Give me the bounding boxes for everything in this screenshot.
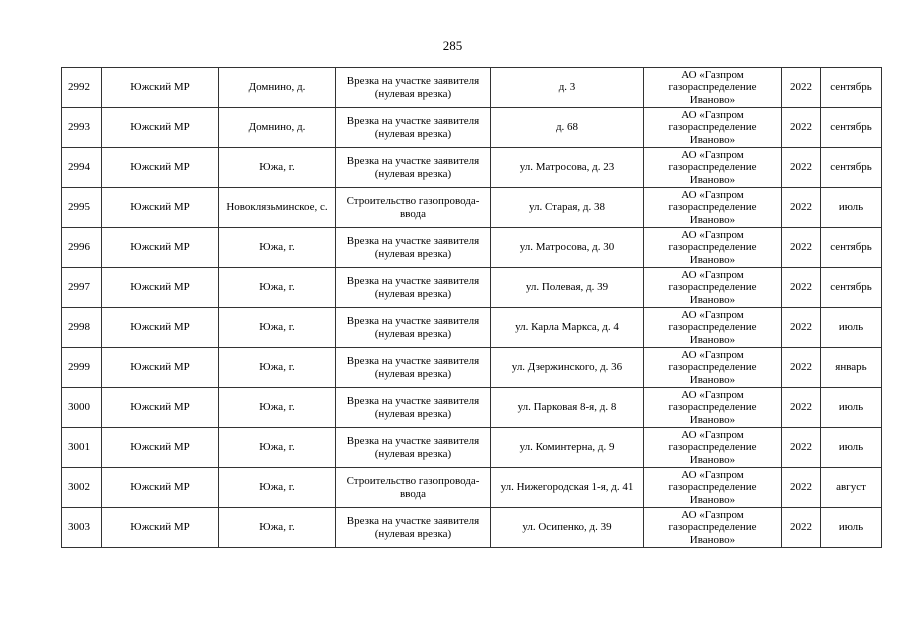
cell-work-type: Врезка на участке заявителя (нулевая врезка) <box>336 348 491 388</box>
gasification-table <box>61 67 882 548</box>
cell-address: ул. Матросова, д. 30 <box>491 228 644 268</box>
cell-month: январь <box>821 348 882 388</box>
cell-work-type: Врезка на участке заявителя (нулевая врезка) <box>336 68 491 108</box>
cell-locality: Южа, г. <box>219 348 336 388</box>
cell-work-type: Врезка на участке заявителя (нулевая врезка) <box>336 308 491 348</box>
cell-month: сентябрь <box>821 148 882 188</box>
cell-district: Южский МР <box>102 228 219 268</box>
table-row <box>62 228 882 268</box>
cell-work-type: Врезка на участке заявителя (нулевая врезка) <box>336 148 491 188</box>
cell-organization: АО «Газпром газораспределение Иваново» <box>644 468 782 508</box>
cell-work-type: Врезка на участке заявителя (нулевая врезка) <box>336 428 491 468</box>
cell-month: июль <box>821 508 882 548</box>
cell-number: 3001 <box>62 428 102 468</box>
cell-district: Южский МР <box>102 508 219 548</box>
cell-year: 2022 <box>782 68 821 108</box>
cell-year: 2022 <box>782 428 821 468</box>
cell-locality: Южа, г. <box>219 308 336 348</box>
table-row <box>62 188 882 228</box>
cell-year: 2022 <box>782 268 821 308</box>
cell-address: ул. Карла Маркса, д. 4 <box>491 308 644 348</box>
cell-number: 2995 <box>62 188 102 228</box>
cell-address: ул. Дзержинского, д. 36 <box>491 348 644 388</box>
cell-year: 2022 <box>782 308 821 348</box>
cell-year: 2022 <box>782 148 821 188</box>
cell-year: 2022 <box>782 188 821 228</box>
table-row <box>62 308 882 348</box>
table-row <box>62 268 882 308</box>
cell-number: 3003 <box>62 508 102 548</box>
cell-district: Южский МР <box>102 148 219 188</box>
cell-year: 2022 <box>782 388 821 428</box>
cell-work-type: Врезка на участке заявителя (нулевая врезка) <box>336 108 491 148</box>
cell-district: Южский МР <box>102 268 219 308</box>
cell-address: ул. Полевая, д. 39 <box>491 268 644 308</box>
table-row <box>62 348 882 388</box>
cell-locality: Южа, г. <box>219 508 336 548</box>
cell-locality: Новоклязьминское, с. <box>219 188 336 228</box>
cell-district: Южский МР <box>102 468 219 508</box>
cell-work-type: Строительство газопровода-ввода <box>336 468 491 508</box>
cell-number: 2997 <box>62 268 102 308</box>
cell-number: 2994 <box>62 148 102 188</box>
cell-locality: Южа, г. <box>219 428 336 468</box>
cell-number: 2998 <box>62 308 102 348</box>
cell-organization: АО «Газпром газораспределение Иваново» <box>644 68 782 108</box>
cell-address: д. 68 <box>491 108 644 148</box>
cell-year: 2022 <box>782 468 821 508</box>
cell-address: ул. Матросова, д. 23 <box>491 148 644 188</box>
cell-number: 2993 <box>62 108 102 148</box>
cell-year: 2022 <box>782 508 821 548</box>
cell-district: Южский МР <box>102 428 219 468</box>
cell-number: 2999 <box>62 348 102 388</box>
cell-organization: АО «Газпром газораспределение Иваново» <box>644 188 782 228</box>
cell-district: Южский МР <box>102 388 219 428</box>
cell-address: ул. Нижегородская 1-я, д. 41 <box>491 468 644 508</box>
cell-organization: АО «Газпром газораспределение Иваново» <box>644 428 782 468</box>
table-row <box>62 428 882 468</box>
cell-locality: Южа, г. <box>219 388 336 428</box>
cell-district: Южский МР <box>102 308 219 348</box>
cell-month: сентябрь <box>821 228 882 268</box>
cell-work-type: Врезка на участке заявителя (нулевая врезка) <box>336 508 491 548</box>
cell-month: сентябрь <box>821 108 882 148</box>
cell-month: август <box>821 468 882 508</box>
cell-month: июль <box>821 308 882 348</box>
cell-locality: Южа, г. <box>219 228 336 268</box>
cell-work-type: Строительство газопровода-ввода <box>336 188 491 228</box>
table-row <box>62 108 882 148</box>
cell-organization: АО «Газпром газораспределение Иваново» <box>644 348 782 388</box>
cell-locality: Южа, г. <box>219 468 336 508</box>
cell-number: 2996 <box>62 228 102 268</box>
table-row <box>62 468 882 508</box>
cell-address: д. 3 <box>491 68 644 108</box>
cell-work-type: Врезка на участке заявителя (нулевая врезка) <box>336 228 491 268</box>
cell-number: 3000 <box>62 388 102 428</box>
cell-organization: АО «Газпром газораспределение Иваново» <box>644 228 782 268</box>
cell-number: 3002 <box>62 468 102 508</box>
cell-address: ул. Парковая 8-я, д. 8 <box>491 388 644 428</box>
cell-year: 2022 <box>782 348 821 388</box>
table-row <box>62 148 882 188</box>
cell-month: сентябрь <box>821 268 882 308</box>
cell-address: ул. Старая, д. 38 <box>491 188 644 228</box>
cell-address: ул. Коминтерна, д. 9 <box>491 428 644 468</box>
cell-month: июль <box>821 428 882 468</box>
cell-district: Южский МР <box>102 68 219 108</box>
cell-work-type: Врезка на участке заявителя (нулевая врезка) <box>336 268 491 308</box>
cell-address: ул. Осипенко, д. 39 <box>491 508 644 548</box>
cell-locality: Южа, г. <box>219 148 336 188</box>
cell-locality: Домнино, д. <box>219 108 336 148</box>
cell-year: 2022 <box>782 108 821 148</box>
cell-number: 2992 <box>62 68 102 108</box>
cell-organization: АО «Газпром газораспределение Иваново» <box>644 148 782 188</box>
cell-district: Южский МР <box>102 348 219 388</box>
cell-district: Южский МР <box>102 188 219 228</box>
cell-locality: Южа, г. <box>219 268 336 308</box>
cell-year: 2022 <box>782 228 821 268</box>
cell-organization: АО «Газпром газораспределение Иваново» <box>644 388 782 428</box>
table-row <box>62 388 882 428</box>
table-row <box>62 68 882 108</box>
cell-month: сентябрь <box>821 68 882 108</box>
page-number: 285 <box>442 38 463 53</box>
cell-organization: АО «Газпром газораспределение Иваново» <box>644 508 782 548</box>
cell-work-type: Врезка на участке заявителя (нулевая врезка) <box>336 388 491 428</box>
table-row <box>62 508 882 548</box>
cell-organization: АО «Газпром газораспределение Иваново» <box>644 268 782 308</box>
cell-locality: Домнино, д. <box>219 68 336 108</box>
cell-month: июль <box>821 388 882 428</box>
cell-month: июль <box>821 188 882 228</box>
cell-district: Южский МР <box>102 108 219 148</box>
table-body <box>62 68 882 548</box>
cell-organization: АО «Газпром газораспределение Иваново» <box>644 308 782 348</box>
cell-organization: АО «Газпром газораспределение Иваново» <box>644 108 782 148</box>
